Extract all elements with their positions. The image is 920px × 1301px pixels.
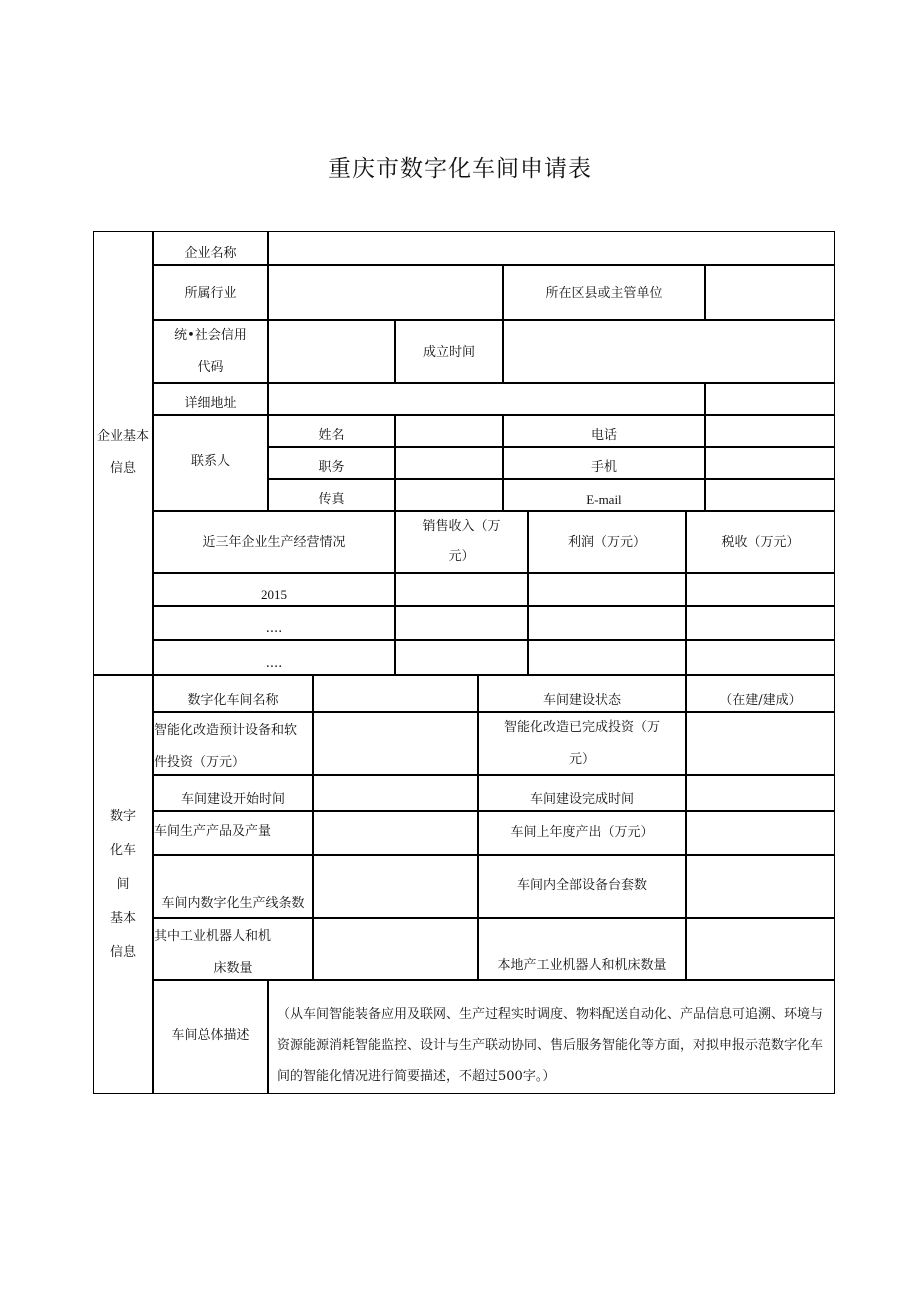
district-field[interactable] [705, 265, 835, 320]
products-field[interactable] [313, 811, 478, 855]
done-invest-field[interactable] [686, 712, 835, 775]
section2-label: 数字 化车 间 基本 信息 [93, 675, 153, 1094]
mobile-field[interactable] [705, 447, 835, 479]
ops-header: 近三年企业生产经营情况 [153, 511, 395, 573]
name-field[interactable] [395, 415, 503, 447]
year-row-2-sales[interactable] [395, 606, 528, 640]
phone-label: 电话 [503, 415, 705, 447]
contact-label: 联系人 [153, 415, 268, 511]
founded-field[interactable] [503, 320, 835, 383]
year-row-3-tax[interactable] [686, 640, 835, 675]
profit-header: 利润（万元） [528, 511, 686, 573]
workshop-name-label: 数字化车间名称 [153, 675, 313, 712]
industry-label: 所属行业 [153, 265, 268, 320]
industry-field[interactable] [268, 265, 503, 320]
founded-label: 成立时间 [395, 320, 503, 383]
workshop-name-field[interactable] [313, 675, 478, 712]
year-row-2-label: .... [153, 606, 395, 640]
year-row-3-label: .... [153, 640, 395, 675]
year-row-2-tax[interactable] [686, 606, 835, 640]
done-invest-label: 智能化改造已完成投资（万 元） [478, 712, 686, 775]
products-label: 车间生产产品及产量 [153, 811, 313, 855]
email-field[interactable] [705, 479, 835, 511]
email-label: E-mail [503, 479, 705, 511]
year-row-3-sales[interactable] [395, 640, 528, 675]
year-row-1-label: 2015 [153, 573, 395, 606]
planned-invest-label: 智能化改造预计设备和软 件投资（万元） [153, 712, 313, 775]
last-output-field[interactable] [686, 811, 835, 855]
phone-field[interactable] [705, 415, 835, 447]
planned-invest-field[interactable] [313, 712, 478, 775]
start-time-label: 车间建设开始时间 [153, 775, 313, 811]
local-robots-field[interactable] [686, 918, 835, 980]
overall-desc-field[interactable] [268, 980, 835, 1094]
last-output-label: 车间上年度产出（万元） [478, 811, 686, 855]
lines-count-field[interactable] [313, 855, 478, 918]
year-row-3-profit[interactable] [528, 640, 686, 675]
position-field[interactable] [395, 447, 503, 479]
fax-field[interactable] [395, 479, 503, 511]
address-label: 详细地址 [153, 383, 268, 415]
company-name-field[interactable] [268, 231, 835, 265]
robots-label: 其中工业机器人和机 床数量 [153, 918, 313, 980]
page-title: 重庆市数字化车间申请表 [328, 156, 592, 182]
end-time-field[interactable] [686, 775, 835, 811]
lines-count-label: 车间内数字化生产线条数 [153, 855, 313, 918]
tax-header: 税收（万元） [686, 511, 835, 573]
section1-label-line2: 信息 [109, 461, 136, 476]
address-extra-field[interactable] [705, 383, 835, 415]
start-time-field[interactable] [313, 775, 478, 811]
end-time-label: 车间建设完成时间 [478, 775, 686, 811]
build-status-label: 车间建设状态 [478, 675, 686, 712]
local-robots-label: 本地产工业机器人和机床数量 [478, 918, 686, 980]
overall-desc-text: （从车间智能装备应用及联网、生产过程实时调度、物料配送自动化、产品信息可追溯、环境与资源能源消耗智能监控、设计与生产联动协同、售后服务智能化等方面，对拟申报示范数字化车间的智能化情况进行简要描述，不超过500字。） [277, 1007, 824, 1084]
build-status-field[interactable]: （在建/建成） [686, 675, 835, 712]
year-row-1-tax[interactable] [686, 573, 835, 606]
year-row-1-profit[interactable] [528, 573, 686, 606]
company-name-label: 企业名称 [153, 231, 268, 265]
year-row-2-profit[interactable] [528, 606, 686, 640]
robots-field[interactable] [313, 918, 478, 980]
section1-label [93, 231, 153, 675]
year-row-1-sales[interactable] [395, 573, 528, 606]
sales-header: 销售收入（万 元） [395, 511, 528, 573]
credit-code-label: 统•社会信用 代码 [153, 320, 268, 383]
position-label: 职务 [268, 447, 395, 479]
credit-code-field[interactable] [268, 320, 395, 383]
district-label: 所在区县或主管单位 [503, 265, 705, 320]
equipment-count-label: 车间内全部设备台套数 [478, 855, 686, 918]
overall-desc-label: 车间总体描述 [153, 980, 268, 1094]
mobile-label: 手机 [503, 447, 705, 479]
name-label: 姓名 [268, 415, 395, 447]
section1-label-line1: 企业基本 [96, 429, 149, 444]
address-field[interactable] [268, 383, 705, 415]
equipment-count-field[interactable] [686, 855, 835, 918]
fax-label: 传真 [268, 479, 395, 511]
